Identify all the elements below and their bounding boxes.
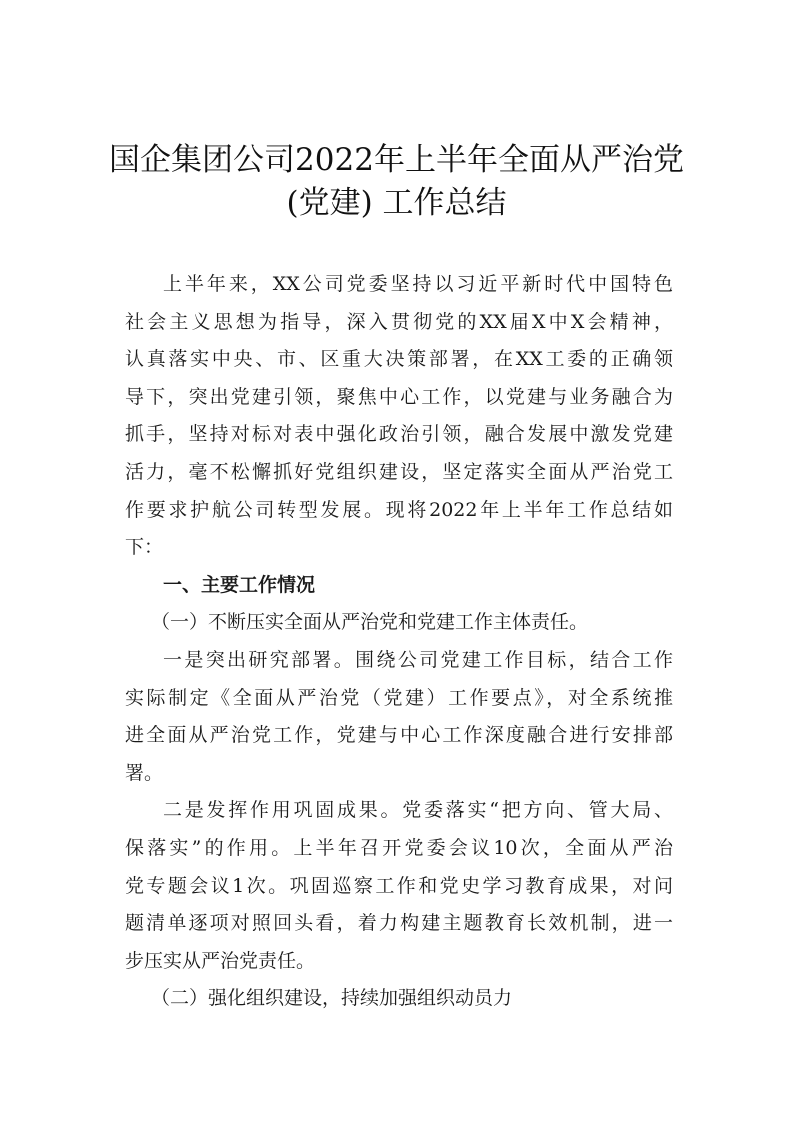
text-line: 保落实”的作用。上半年召开党委会议10次，全面从严治	[125, 836, 673, 859]
text-line: 署。	[125, 761, 164, 784]
text-line: 二是发挥作用巩固成果。党委落实“把方向、管大局、	[163, 799, 673, 822]
paragraph-research-deployment	[125, 642, 673, 792]
title-line-2: (党建) 工作总结	[286, 185, 507, 221]
text-line: 下：	[125, 536, 164, 559]
text-line: 题清单逐项对照回头看，着力构建主题教育长效机制，进一	[125, 912, 673, 935]
text-line: 步压实从严治党责任。	[125, 949, 316, 972]
text-line: 实际制定《全面从严治党（党建）工作要点》，对全系统推	[125, 686, 673, 709]
section-heading: 一、主要工作情况	[163, 573, 316, 596]
text-line: 认真落实中央、市、区重大决策部署，在XX工委的正确领	[125, 348, 673, 371]
document-title	[0, 139, 793, 225]
intro-paragraph	[125, 266, 673, 567]
subsection-heading: （二）强化组织建设，持续加强组织动员力	[151, 987, 513, 1010]
document-body	[125, 266, 673, 1018]
text-line: 上半年来，XX公司党委坚持以习近平新时代中国特色	[163, 273, 673, 295]
text-line: 一是突出研究部署。围绕公司党建工作目标，结合工作	[163, 648, 673, 671]
text-line: 导下，突出党建引领，聚焦中心工作，以党建与业务融合为	[125, 385, 673, 408]
text-line: 作要求护航公司转型发展。现将2022年上半年工作总结如	[125, 498, 673, 521]
paragraph-consolidate-results	[125, 792, 673, 980]
subsection-heading: （一）不断压实全面从严治党和党建工作主体责任。	[151, 611, 589, 634]
text-line: 抓手，坚持对标对表中强化政治引领，融合发展中激发党建	[125, 423, 673, 446]
text-line: 活力，毫不松懈抓好党组织建设，坚定落实全面从严治党工	[125, 460, 673, 483]
text-line: 进全面从严治党工作，党建与中心工作深度融合进行安排部	[125, 724, 673, 747]
text-line: 社会主义思想为指导，深入贯彻党的XX届X中X会精神，	[125, 310, 673, 333]
title-line-1: 国企集团公司2022年上半年全面从严治党	[109, 142, 684, 178]
text-line: 党专题会议1次。巩固巡察工作和党史学习教育成果，对问	[125, 874, 673, 897]
